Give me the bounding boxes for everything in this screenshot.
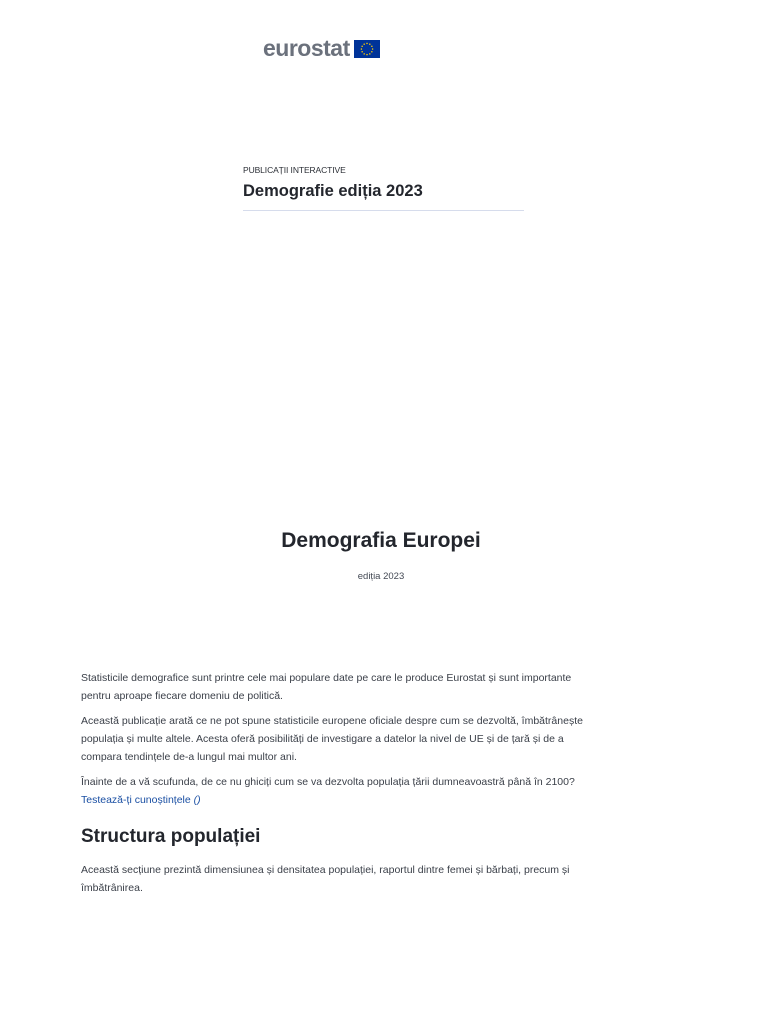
intro-paragraph-3-text: Înainte de a vă scufunda, de ce nu ghiciți cum se va dezvolta populația țării dumneavoastră până în 2100?	[81, 776, 575, 788]
quiz-link-label: Testează-ți cunoștințele	[81, 794, 191, 806]
eu-flag-star	[371, 45, 373, 47]
eu-flag-star	[372, 48, 374, 50]
hero-edition: ediția 2023	[357, 571, 405, 582]
eurostat-logo[interactable]	[263, 34, 380, 62]
quiz-link[interactable]	[81, 794, 201, 806]
intro-paragraph-2: Această publicație arată ce ne pot spune statisticile europene oficiale despre cum se dezvoltă, îmbătrânește populația și multe altele. Acesta oferă posibilități de investigare a datelor la nivel de UE și de țară și de a compara tendințele de-a lungul mai multor ani.	[81, 715, 583, 763]
eu-flag-star	[371, 51, 373, 53]
eu-flag-icon	[354, 40, 380, 58]
publication-header	[243, 164, 524, 211]
intro-paragraph-1: Statisticile demografice sunt printre cele mai populare date pe care le produce Eurostat și sunt importante pentru aproape fiecare domeniu de politică.	[81, 672, 572, 702]
eu-flag-star	[361, 45, 363, 47]
logo-wordmark: eurostat	[263, 35, 350, 61]
quiz-link-suffix: ()	[193, 794, 201, 806]
eu-flag-star	[366, 53, 368, 55]
eu-flag-star	[369, 53, 371, 55]
eu-flag-star	[363, 43, 365, 45]
publication-title: Demografie ediția 2023	[243, 182, 423, 200]
publication-kicker: PUBLICAȚII INTERACTIVE	[243, 165, 346, 175]
eu-flag-star	[366, 42, 368, 44]
eu-flag-star	[360, 48, 362, 50]
intro-paragraph-3	[81, 773, 591, 809]
section-description: Această secțiune prezintă dimensiunea și densitatea populației, raportul dintre femei și bărbați, precum și îmbătrânirea.	[81, 864, 570, 894]
eu-flag-star	[369, 43, 371, 45]
eu-flag-star	[361, 51, 363, 53]
section-title: Structura populației	[81, 826, 261, 847]
header-divider	[243, 210, 524, 211]
main-content	[81, 669, 591, 904]
hero-title: Demografia Europei	[281, 529, 481, 552]
eu-flag-star	[363, 53, 365, 55]
